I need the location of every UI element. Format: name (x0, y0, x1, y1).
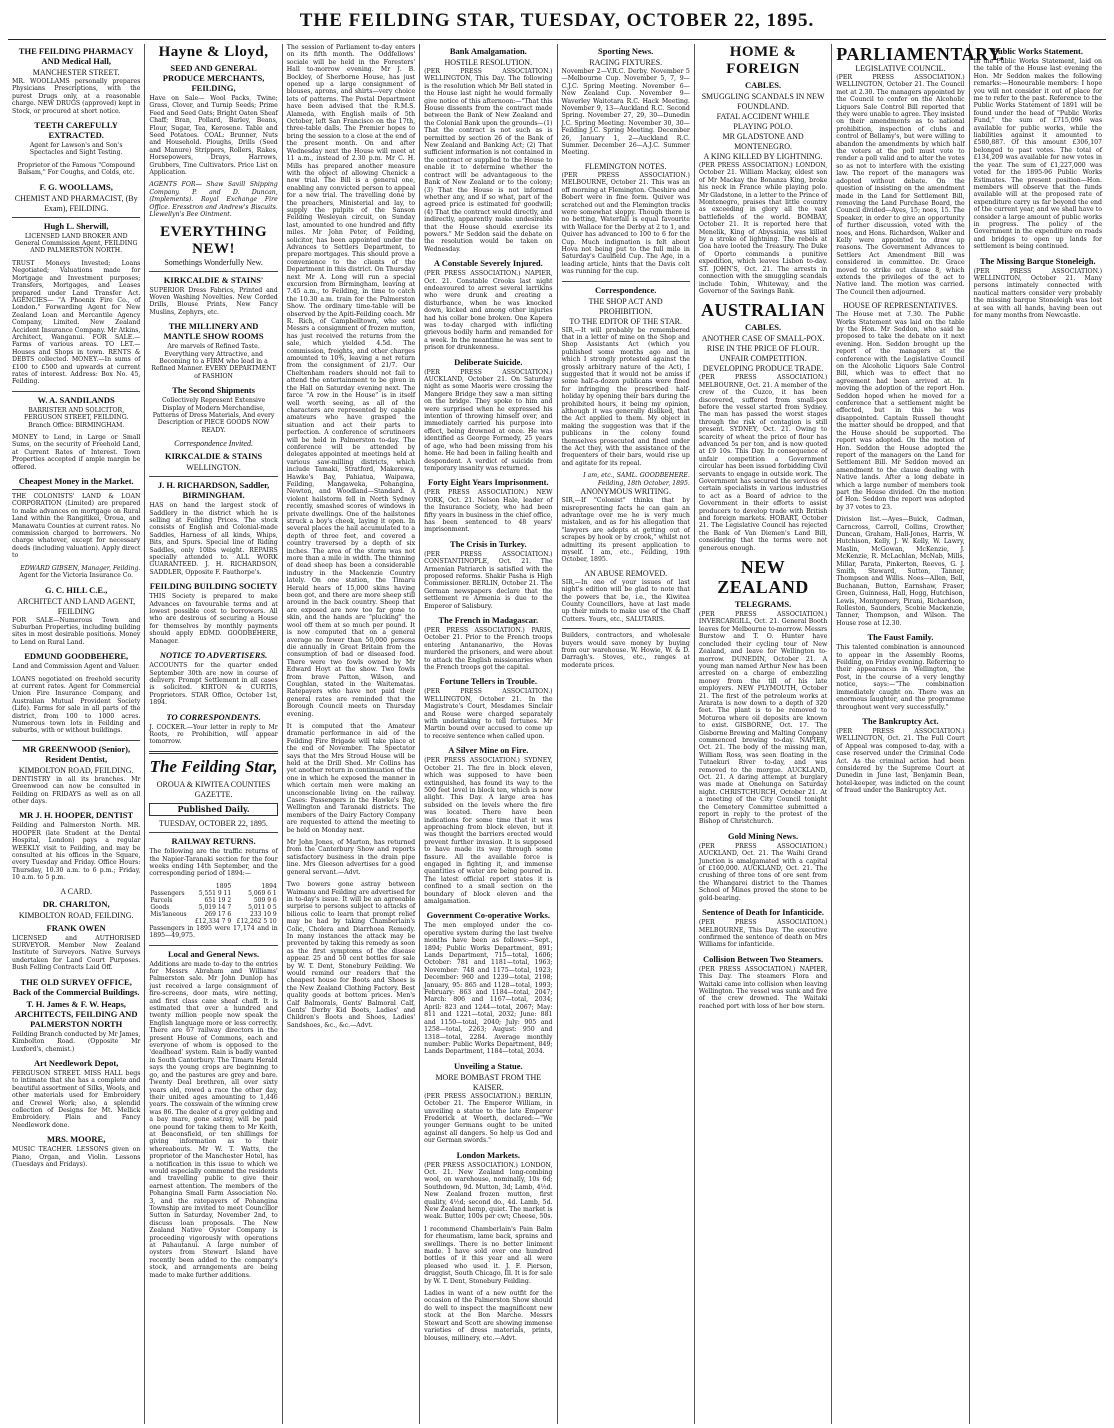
flemington-heading: FLEMINGTON NOTES. (584, 161, 667, 171)
anon-heading: ANONYMOUS WRITING. (580, 487, 671, 497)
house-heading: HOUSE OF REPRESENTATIVES. (843, 301, 958, 311)
coop-heading: Government Co-operative Works. (426, 910, 550, 921)
divider (149, 832, 277, 833)
everything-sub: Somethings Wonderfully New. (164, 257, 263, 267)
everything-new: EVERYTHING NEW! (160, 223, 268, 257)
table-cell: 5,551 9 11 (198, 889, 232, 897)
news-paragraphs: The session of Parliament to-day enters on its fifth month. The Oddfellows' sociale will be held in the Foresters' Hall to-morrow evening. Mr J. B. Bockley, of Sherborne House, has just opened up a large consignment of blouses, aprons, and shirts—very choice lots of patterns. The Postal Department have been advised that the R.M.S. Alameda, with English mails of 5th October, left San Francisco on the 17th, three-table dalls. The Premier hopes to bring the session to a close at the end of the present month. On and after Wednesday next the House will meet at 11 a.m., instead of 2.30 p.m. Mr C. H. Mills has prepared another measure with the object of allowing Chenick a new trial. The Bill is a general one, enabling any convicted person to appeal for a new trial. The travelling done by the preachers, Ministerial and lay, to supply the pulpits of the Sanson Feilding Wesleyan circuit, on Sunday last, amounted to one hundred and fifty miles. Mr John Peter, of Feilding, solicitor, has been appointed under the Advances to Settlers Department, to prepare mortgages. This should prove a convenience to the clients of the Department in this district. On Thursday next Mr A. Long will run a special excursion from Birmingham, leaving at 7.45 a.m., to Feilding, in time to catch the 10.30 a.m. train for the Palmerston Show. The ordinary time-table will be observed by the Apiti-Feilding coach. Mr R. Rich, of Campbelltown, who sent Messrs a consignment of frozen mutton, has just received the returns from the sale, which yielded 4.5d. The commission, freights, and other charges amounted to 10%, leaving a net return from the consignment of 21/7. Our Cheltenham readers should not fail to attend the entertainment to be given in the Hall on Saturday evening next. The farce "A row in the House" is in itself well worth seeing, as all of the characters are represented by capable amateurs who have grasped the situation and act their parts to perfection. A conference of scrutineers will be held in Palmerston to-day. The conference will be attended by delegates appointed at meetings held at various saw-milling districts, which include Tamaki, Stratford, Makerewa, Hawke's Bay, Pahiatua, Waipawa, Feilding, Mangaweka, Pohangina, Newton, and Woodland—Standard. A violent hailstorm fell in North Sydney recently, smashed scores of windows in private dwellings. One of the hailstones struck a boy's cheek, laying it open. In several places the hail accumulated to a depth of three feet, and covered a country traversed by a depth of six inches. The area of the storm was not more than a mile in width. The thinning of dead sheep has been a considerable industry in the Mackenzie Country lately. On one station, the Timaru Herald hears of 15,000 skins having been got, and there are more sheep still around in the back country. Sheep that are exposed are now too far gone to skin, and the hands are "plucking" the wool off them at so much per pound. It is now computed that on a general average no fewer than 50,000 persons die annually in Great Britain from the consumption of bad or diseased food. There were two fowls owned by Mr Edward Hoyt at the show. Two fowls from brave Patton, Wilson, and Coughlan, stated in the Waitematas. Ratepayers who have not paid their general rates are reminded that the Borough Council meets on Thursday evening. (286, 44, 416, 718)
heaps-body: Feilding Branch conducted by Mr James, Kimbolton Road. (Opposite Mr Luxford's, chemist.) (12, 1030, 141, 1053)
abuse-heading: AN ABUSE REMOVED. (584, 568, 668, 578)
madagascar-body: (PER PRESS ASSOCIATION.) PARIS, October 21. Prior to the French troops entering Antananarivo, the Hovas murdered the prisoners, and were about to attack the English missionaries when the French troops got the capital. (424, 627, 553, 672)
correspondents-body: J. COCKER.—Your letter in reply to Mr Roots, re Prohibition, will appear tomorrow. (149, 723, 278, 746)
column-4 (420, 44, 557, 1424)
charlton-name: DR. CHARLTON, (42, 898, 110, 909)
column-3 (283, 44, 420, 1424)
card-label: A CARD. (60, 886, 92, 896)
colonists-signature: EDWARD GIBSEN, Manager, Feilding. (20, 564, 141, 572)
goodbehere-sub: Land and Commission Agent and Valuer. (12, 663, 140, 671)
nz-heading: NEW ZEALAND (717, 557, 809, 598)
railway-heading: RAILWAY RETURNS. (171, 836, 256, 847)
bankruptcy-heading: The Bankruptcy Act. (862, 715, 939, 726)
hayne-sub: SEED AND GENERAL PRODUCE MERCHANTS, FEILDING, (162, 63, 265, 93)
goodbehere-name: EDMUND GOODBEHERE, (24, 651, 129, 662)
infanticide-body: (PER PRESS ASSOCIATION.) MELBOURNE, This Day. The executive confirmed the sentence of death on Mrs Williams for infanticide. (698, 919, 828, 949)
collision-body: (PER PRESS ASSOCIATION.) NAPIER, This Day. The steamers Flora and Waitaki came into collision when leaving Wellington. The vessel was sunk and five of the crew drowned. The Waitaki reached port with loss of her bow stern. (698, 965, 828, 1010)
stoneleigh-body: (PER PRESS ASSOCIATION.) WELLINGTON, October 21. Many persons intimately connected with nautical matters consider very probably the missing barque Stoneleigh was lost at sea with all hands, having been out for many months from Newcastle. (973, 267, 1102, 319)
divider (12, 489, 140, 490)
division-list: Division list.—Ayes—Buick, Cadman, Carncross, Carroll, Collins, Crowther, Duncan, Graham, Hall-Jones, Harris, W. Hutchison, Kelly, J. W. Kelly, W. Lawry, Maslin, McGowan, McKenzie, J. McKenzie, R. McLachlan, McNab, Mills, Millar, Parata, Pinkerton, Reeves, G. J. Smith, Steward, Sutton, Tanner, Thompson and Willis. Noes—Allen, Bell, Buchanan, Button, Earnshaw, Fraser, Green, Guinness, Hall, Hogg, Hutchison, Lewis, Montgomery, Pirani, Richardson, Rolleston, Saunders, Scobie Mackenzie, Tanner, Thompson, and Wilson. The House rose at 12.30. (836, 516, 965, 627)
divider (12, 217, 140, 218)
statue-body: (PER PRESS ASSOCIATION.) BERLIN, October 21. The Emperor William, in unveiling a statue to the late Emperor Frederick at Woerth, declared:—"We younger Germans ought to be united against all dangers. So help us God and our German swords." (424, 1092, 553, 1145)
railway-intro: The following are the traffic returns of the Napier-Taranaki section for the four weeks ending 14th September, and the corresponding period of 1894:— (149, 848, 278, 878)
heaps-name: T. H. James & F. W. Heaps, ARCHITECTS, FEILDING AND PALMERSTON NORTH (14, 998, 138, 1029)
australian-sub: CABLES. (744, 322, 782, 333)
divider (562, 281, 690, 282)
teeth-body: Agent for Lawson's and Son's Spectacles and Sight Testing. (29, 142, 123, 157)
table-cell: £12,334 7 9 (194, 917, 232, 925)
divider (149, 751, 277, 754)
sherwill-sub: LICENSED LAND BROKER AND General Commission Agent, FEILDING AND PALMERSTON NORTH. (14, 232, 138, 255)
suicide-heading: Deliberate Suicide. (454, 356, 523, 367)
hill-sub: ARCHITECT AND LAND AGENT, FEILDING (17, 596, 136, 616)
column-7 (832, 44, 1005, 1424)
table-cell: Parcels (150, 896, 173, 904)
flour-line: RISE IN THE PRICE OF FLOUR. (706, 344, 820, 354)
correspondence-body: SIR,—It will probably be remembered that in a letter of mine on the Shop and Shop Assistants Act (which you published some months ago and in which I strongly protested against the grossly arbitrary nature of the Act), I suggested that it would not be amiss if some half-a-dozen publicans were fined for infringing the prescribed half-holiday by opening their bars during the prohibited hours, it being my opinion, although it was generally disliked, that the Act applied to them. My object in making the suggestion was that if the publicans in the colony found themselves prosecuted and fined under the Act they, with the assistance of the frequenters of their bars, would rise up and agitate for its repeal. (561, 326, 690, 467)
turkey-body: (PER PRESS ASSOCIATION.) CONSTANTINOPLE, Oct. 21. The Armenian Patriarch is satisfied with the proposed reforms. Shakir Pasha is High Commissioner. BERLIN, October 21. The German newspapers declare that the settlement re Armenia is due to the Emperor of Salisbury. (424, 550, 553, 610)
bank-sub: HOSTILE RESOLUTION. (444, 58, 533, 67)
gladstone-line: MR GLADSTONE AND MONTENEGRO. (722, 132, 804, 151)
bank-body: (PER PRESS ASSOCIATION.) WELLINGTON, This Day. The following is the resolution which Mr Bell stated in the House last night he would formally give notice of this afternoon:—"That this House dissents from the contract made between the Bank of New Zealand and the Colonial Bank upon the grounds—(1) That the contract is not such as is permitted by section 26 of the Bank of New Zealand and Banking Act; (2) That sufficient information is not contained in the contract or supplied to the House to enable it to determine whether the contract will be advantageous to the Bank of New Zealand or to the colony; (3) That the House is not informed whether any, and if so what, part of the agreed price is estimated for goodwill; (4) That the contract would directly, and indirectly, apparently make undesirable that the House should exercise its powers." Mr Seddon said the debate on the resolution would be taken on Wednesday. (424, 68, 553, 253)
pain-balm-ad: I recommend Chamberlain's Pain Balm for rheumatism, lame back, sprains and swellings. There is no better liniment made. I have sold over one hundred bottles of it this year and all were pleased who used it. J. F. Pierson, druggist, South Chicago, Ill. It is for sale by W. T. Dent, Stonebury Feilding. (424, 1225, 553, 1285)
column-5 (558, 44, 695, 1424)
polo-line: FATAL ACCIDENT WHILE PLAYING POLO. (716, 112, 810, 131)
divider (562, 628, 690, 629)
greenwood-body: DENTISTRY in all its branches. Mr Greenwood can now be consulted in Feilding on FRIDAYS as well as on all other days. (12, 775, 141, 805)
greenwood-sub: KIMBOLTON ROAD, FEILDING. (18, 765, 134, 775)
divider (12, 740, 140, 741)
lightning-line: A KING KILLED BY LIGHTNING. (703, 152, 823, 161)
fbs-body: THIS Society is prepared to make Advances on favourable terms and at lowest possible cost to borrowers. All who are desirous of securing a House for themselves by monthly payments should apply EDMD. GOODBEHERE, Manager. (149, 593, 278, 645)
stoneleigh-heading: The Missing Barque Stoneleigh. (980, 255, 1096, 266)
local-heading: Local and General News. (167, 948, 260, 959)
correspondence-sub: THE SHOP ACT AND PROHIBITION. (588, 296, 663, 316)
nz-body: (PER PRESS ASSOCIATION.) INVERCARGILL, Oct. 21. General Booth leaves for Melbourne to-morrow. Messrs Burstow and T. O. Hunter have concluded their cycling tour of New Zealand, and leave for Wellington to-morrow. DUNEDIN, October 21. A young man named Arthur New has been arrested on a charge of embezzling money from the till of his late employers. NEW PLYMOUTH, October 21. The first of the petroleum works at Ararata is now down to a depth of 320 feet. The plant is to be removed to Moturoa where oil deposits are known to exist. GISBORNE, Oct. 17. The Gisborne Brewing and Malting Company commenced brewing to-day. NAPIER, Oct. 21. The body of the missing man, William Ross, was seen floating in the Tutaekuri River to-day, and was removed to the morgue. AUCKLAND, Oct. 21. A daring attempt at burglary was made at Onehunga on Saturday night. CHRISTCHURCH, October 21. At a meeting of the City Council tonight the Cemetery Committee submitted a report in reply to the protest of the Bishop of Christchurch. (698, 611, 828, 826)
table-cell: Mis'laneous (150, 910, 187, 918)
correspondents-heading: TO CORRESPONDENTS. (166, 711, 261, 722)
hooper-body: Feilding and Palmerston North. MR. HOOPER (late Student at the Dental Hospital, London) pays a regular WEEKLY visit to Feilding, and may be consulted at his offices in the Square, every Tuesday and Friday. Office Hours: Thursday, 10.30 a.m. to 6 p.m.; Friday, 10 a.m. to 5 p.m. (12, 822, 141, 882)
colonists-note: Agent for the Victoria Insurance Co. (19, 572, 134, 580)
fortune-heading: Fortune Tellers in Trouble. (439, 676, 537, 687)
public-works-body: In the Public Works Statement, laid on the table of the House last evening the Hon. Mr Seddon makes the following remarks:—Honourable members: I hope you will not consider it out of place for me to refer to the past. Reference to the Public Works Statement of 1891 will be found under the head of "Public Works Fund," the sum of £715,096 was available for public works, while the liabilities against it amounted to £580,887. Of this amount £306,107 belonged to past votes. The total of £134,209 was available for new votes in the year. The sum of £1,227,000 was voted for the 1895-96 Public Works Estimates. The present position—Hon. members will observe that the funds available will at the proposed rate of expenditure carry us far beyond the end of the current year, and we shall have to consider a large amount of public works in progress. The policy of the Government in the expenditure on roads and bridges to open up lands for settlement is being continued. (973, 58, 1102, 251)
paper-gazette: OROUA & KIWITEA COUNTIES GAZETTE. (156, 779, 271, 799)
hayne-agents: AGENTS FOR— Shaw Savill Shipping Company. P. and D. Duncan, (Implements). Royal Exchange Fire Office. Eresstron and Andrew's Biscuits. Llewellyn's Bee Ointment. (149, 181, 278, 219)
table-cell: Passengers (150, 889, 185, 897)
table-cell: 233 10 9 (250, 910, 277, 918)
railway-note: Passengers in 1895 were 17,174 and in 1895—49,975. (149, 924, 278, 940)
silver-body: (PER PRESS ASSOCIATION.) SYDNEY, October 21. The fire in block eleven, which was supposed to have been extinguished, has found its way to the 500 feet level in block ten, which is now alight. This Day. A large area has subsided on the levels where the fire was located. There have been indications for some time that it was approaching from block eleven, but it was thought the barriers erected would prevent further invasion. It is supposed to have made its way through some fissure. All the available force is engaged in fighting it, and immense quantities of water are being poured in. The latest official report states it is confined to a small section on the boundary of block eleven and the amalgamation. (424, 757, 553, 905)
bankruptcy-body: (PER PRESS ASSOCIATION.) WELLINGTON, Oct. 21. The Full Court of Appeal was composed to-day, with a case reserved under the Criminal Code Act. As the criminal action had been considered by the Supreme Court at Dunedin in June last, Benjamin Bean, hotel-keeper, was indicted on the count of fraud under the Bankruptcy Act. (836, 727, 965, 795)
nz-sub: TELEGRAMS. (734, 599, 792, 610)
owen-name: FRANK OWEN (46, 922, 106, 933)
correspondence-signature: I am, etc., SAML. GOODBEHERE. Feilding, 18th October, 1895. (583, 472, 690, 487)
sandilands-sub: BARRISTER AND SOLICITOR, FERGUSON STREET, FEILDING. Branch Office: BIRMINGHAM. (23, 406, 129, 429)
turkey-heading: The Crisis in Turkey. (450, 538, 527, 549)
to-editor: TO THE EDITOR OF THE STAR. (569, 316, 682, 326)
millinery-heading: THE MILLINERY AND MANTLE SHOW ROOMS (163, 321, 264, 342)
notice-body: ACCOUNTS for the quarter ended September 30th are now in course of delivery. Prompt Settlement in all cases is solicited. KIRTON & CURTIS, Proprietors. STAR Office, October 1st, 1894. (149, 662, 278, 707)
fortyeight-body: (PER PRESS ASSOCIATION.) NEW YORK, Oct. 21. Nelson Hale, leader of the Insurance Society, who had been fifty years in business in the chief office, has been sentenced to 48 years' imprisonment. (424, 489, 553, 534)
produce-line: DEVELOPING PRODUCE TRADE. (702, 364, 824, 374)
published-daily: Published Daily. (149, 803, 277, 816)
railway-table (149, 883, 277, 925)
table-cell: 5,011 0 5 (248, 903, 277, 911)
unfair-line: UNFAIR COMPETITION. (719, 354, 807, 364)
table-row (149, 890, 277, 897)
column-6 (695, 44, 832, 1424)
table-row (149, 883, 277, 890)
fortune-body: (PER PRESS ASSOCIATION.) WELLINGTON, October 21. In the Magistrate's Court, Mesdames Sinclair and Rouse were charged separately with undertaking to tell fortunes. Mr Martin bound over accused to come up to receive sentence when called upon. (424, 688, 553, 740)
sporting-sub: RACING FIXTURES. (589, 58, 663, 67)
madagascar-heading: The French in Madagascar. (438, 615, 539, 625)
woollams-sub: CHEMIST AND PHARMACIST, (By Exam), FEILDING. (14, 193, 138, 213)
column-8 (970, 44, 1106, 1424)
table-cell: £12,262 5 10 (236, 917, 277, 925)
infanticide-heading: Sentence of Death for Infanticide. (702, 907, 825, 918)
colonists-text: THE COLONISTS' LAND & LOAN CORPORATION (Limited) are prepared to make advances on mortgage on Rural Land within the Rangitikei, Oroua, and Manawatu Counties at current rates. No commission charged to borrowers. No charge whatever, except for necessary deeds (including valuation). Apply direct to (12, 493, 141, 560)
parliamentary-heading: PARLIAMENTARY. (836, 44, 1005, 64)
table-row (149, 904, 277, 911)
moore-name: MRS. MOORE, (47, 1134, 106, 1145)
divider (12, 391, 140, 392)
correspondence-invited: Correspondence Invited. (174, 439, 253, 449)
money-text: MONEY to Lend, in Large or Small Sums, on the security of Freehold Land, at Current Rates of Interest. Town Properties accepted if ample margin be offered. (12, 434, 141, 471)
woollams-name: F. G. WOOLLAMS, (39, 181, 113, 192)
table-cell: Goods (150, 903, 170, 911)
markets-body: (PER PRESS ASSOCIATION.) LONDON, Oct. 21. New Zealand long-combing wool, on warehouse, nominally, 10s 6d; Southdown, 9d. Mutton, 3d; Lamb, 4½d. New Zealand frozen mutton, first quality, 4½d; second do., 4d. Lamb, 5d. New Zealand hemp, quiet. The market is weak. Butter, 100s per cwt; Cheese, 50s. (424, 1161, 553, 1221)
masthead: THE FEILDING STAR, TUESDAY, OCTOBER 22, 1895. (8, 6, 1106, 40)
survey-office: THE OLD SURVEY OFFICE, Back of the Commercial Buildings. (12, 976, 140, 997)
sandilands-name: W. A. SANDILANDS (37, 394, 115, 405)
table-cell: 509 9 6 (253, 896, 277, 904)
owen-body: LICENSED and AUTHORISED SURVEYOR. Member New Zealand Institute of Surveyors. Native Surveys undertaken for Land Court Purposes. Bush Felling Contracts Laid Off. (12, 934, 141, 972)
home-foreign-body: (PER PRESS ASSOCIATION.) LONDON, October 21. William Mackay, eldest son of Mr Mackay the Bonanza King, broke his neck in France while playing polo. Mr Gladstone, in a letter to the Prince of Montenegro, praises that little country as exceeding in glory all the vast battlefields of the world. BOMBAY, October 21. It is reported here that Menelik, King of Abyssinia, was killed by a stroke of lightning. The rebels at Goa have looted the Treasury. The Duke of Oporto commands a punitive expedition, which leaves Lisbon to-day. ST. JOHN'S, Oct. 21. The arrests in connection with the smuggling scandals include Tobin, Whiteway, and the Governor of the Savings Bank. (698, 162, 828, 295)
divider (149, 476, 277, 477)
coop-body: The men employed under the co-operative system during the last twelve months have been as follows:—Sept., 1894; Public Works Department, 891; Lands Department, 715—total, 1606; October: 781 and 1181—total, 1963; November: 748 and 1175—total, 1923; December: 960 and 1239—total, 2198; January, 95: 865 and 1128—total, 1993; February: 863 and 1184—total, 2047; March: 806 and 1167—total, 2034; April: 823 and 1244—total, 2067; May: 811 and 1221—total, 2032; June: 881 and 1150—total, 2040; July: 905 and 1258—total, 2263; August: 950 and 1318—total, 2284. Average monthly number: Public Works Department, 849; Lands Department, 1184—total, 2034. (424, 922, 553, 1056)
smuggling-line: SMUGGLING SCANDALS IN NEW FOUNDLAND. (701, 92, 825, 111)
bank-heading: Bank Amalgamation. (449, 46, 527, 56)
issue-dateline: TUESDAY, OCTOBER 22, 1895. (159, 819, 268, 829)
anon-body: SIR,—If "Colonist" thinks that by misrepresenting facts he can gain an advantage over me he is very much mistaken, and as for his allegation that "lawyers are adepts at getting out of scrapes by hook or by crook," whilst not admitting its present application to myself. I am, etc., Feilding, 19th October, 1895. (561, 497, 690, 564)
moore-body: MUSIC TEACHER. LESSONS given on Piano, Organ, and Violin. Lessons (Tuesdays and Fridays). (12, 1146, 141, 1168)
home-foreign-heading: HOME & FOREIGN (726, 44, 800, 77)
hooper-name: MR J. H. HOOPER, DENTIST (19, 810, 134, 821)
hayne-body: Have on Sale— Wool Packs, Twine; Grass, Clover, and Turnip Seeds; Prime Feed and Seed Oats; Bright Oaten Sheaf Chaff; Bran, Pollard, Barley, Beans, Flour, Sugar, Tea, Kerosene. Table and Seed Potatoes. COAL: Brunner, Nuts and Household. Ploughs, Drills (Seed and Manure) Strippers, Rollers, Rakes, Horsepowers, Drays, Harrows, Grubbers, Tine Cultivators. Price List on Application. (149, 95, 278, 177)
column-1 (8, 44, 145, 1424)
gold-body: (PER PRESS ASSOCIATION.) AUCKLAND, Oct. 21. The Waihi Grand Junction is amalgamated with a capital of £160,000. AUCKLAND, Oct. 21. The crushing of three tons of ore sent from the Whangarei district to the Thames School of Mines proved the stone to be gold-bearing. (698, 842, 828, 902)
hayne-name: Hayne & Lloyd, (158, 44, 269, 60)
sherwill-body: TRUST Moneys Invested; Loans Negotiated; Valuations made for Mortgage and Investment purposes; Transfers, Mortgages, and Leases prepared under Land Transfer Act. AGENCIES— "A Phoenix Fire Co., of London." Forwarding Agent for New Zealand Loan and Mercantile Agency Company, Limited. New Zealand Accident Insurance Company. Mr Atkins, Architect, Wanganui. FOR SALE.—Farms of various areas. TO LET.—Houses and Shops in town. RENTS & DEBTS collected. MONEY.—In sums of £100 to £500 and upwards at current rates of interest. Address: Box No. 45, Feilding. (12, 259, 141, 386)
faust-body: This talented combination is announced to appear in the Assembly Rooms, Feilding, on Friday evening. Referring to their appearances in Wellington, the Post, in the course of a very lengthy notice, says:—"The combination immediately caught on. There was an enormous laughter, and the programme throughout went very successfully." (836, 644, 965, 711)
legislative-council-heading: LEGISLATIVE COUNCIL. (855, 64, 946, 73)
table-cell: 5,069 6 1 (248, 889, 277, 897)
racing-fixtures: November 2—V.R.C. Derby. November 5—Melbourne Cup. November 5, 7, 9—C.J.C. Spring Meeting. November 6—New Zealand Cup. November 9—Waverley Waitotara R.C. Hack Meeting. November 9, 13—Auckland R.C. Second Spring. November 27, 29, 30—Dunedin J.C. Spring Meeting. November 30, 30—Feilding J.C. Spring Meeting. December 26, January 1, 2—Auckland R.C. Summer. December 26—A.J.C. Summer Meeting. (561, 68, 690, 157)
hill-name: G. C. HILL C.E., (45, 584, 108, 595)
pharmacy-title: THE FEILDING PHARMACY AND Medical Hall, (18, 46, 134, 66)
constable-heading: A Constable Severely Injured. (433, 258, 543, 269)
column-2 (145, 44, 282, 1424)
kirkcaldie-body: SUPERIOR Dress Fabrics, Printed and Woven Washing Novelties. New Corded Drills, Blouse Prints, New Fancy Muslins, Zephyrs, etc. (149, 286, 278, 316)
table-cell (149, 883, 190, 890)
table-row (149, 897, 277, 904)
millinery-body: Are marvels of Refined Taste. Everything very Attractive, and Becoming to a FIRM who lead in a Refined Manner. EVERY DEPARTMENT of FASHION (151, 343, 276, 380)
correspondence-heading: Correspondence. (594, 284, 657, 295)
needlework-name: Art Needlework Depot, (34, 1057, 119, 1068)
home-foreign-sub: CABLES. (744, 80, 782, 90)
silver-heading: A Silver Mine on Fire. (448, 745, 529, 756)
collision-heading: Collision Between Two Steamers. (703, 953, 824, 964)
notice-heading: NOTICE TO ADVERTISERS. (159, 650, 268, 661)
australian-heading: AUSTRALIAN (701, 300, 826, 321)
charlton-sub: KIMBOLTON ROAD, FEILDING. (18, 910, 134, 920)
suicide-body: (PER PRESS ASSOCIATION.) AUCKLAND, October 21. On Saturday night as some Maoris were crossing the Mangere Bridge they saw a man sitting on the bridge. They spoke to him and were surprised when he expressed his intention of throwing himself over, and immediately carried his purpose into effect, being drowned at once. He was identified as George Formedy, 25 years of age, who had been missing from his home. He had been in failing health and despondent. A verdict of suicide from temporary insanity was returned. (424, 368, 553, 472)
table-cell: 269 17 6 (204, 910, 232, 918)
kirkcaldie-name: KIRKCALDIE & STAINS' (163, 274, 264, 285)
abuse-body: SIR,—In one of your issues of last night's edition will be glad to note that the powers that be, i.e., the Kiwitea County Councillors, have at last made up their minds to make use of the Chaff Cutters. Yours, etc., SALUTARIS. (561, 578, 690, 623)
news-paragraphs-4: Two bowers gone astray between Waimanu and Feilding are advertised for in to-day's issue. It will be an agreeable surprise to persons subject to attacks of bilious colic to learn that prompt relief may be had by taking Chamberlain's Colic, Cholera and Diarrhoea Remedy. In many instances the attack may be prevented by taking this remedy as soon as the first symptoms of the disease appear. 25 and 50 cent bottles for sale by W. T. Dent, Stonebury Feilding. We would remind our readers that the cheapest house for Boots and Shoes is the New Zealand Clothing Factory. Best quality goods at bottom prices. Men's Calf Balmorals, Gents' Balmoral Calf, Gents' Derby Kid Boots, Ladies' and Children's Boots and Shoes, Ladies' Sandshoes, &c., &c.—Advt. (286, 881, 416, 1029)
pharmacy-body: MR. WOOLLAMS personally prepares Physicians Prescriptions, with the purest Drugs only, at a reasonable charge. NEW DRUGS (approved) kept in Stock, or procured at short notice. (12, 78, 141, 115)
news-paragraphs-2: It is computed that the Amateur dramatic performance in aid of the Feilding Fire Brigade will take place at the end of November. The Spectator says that the Mrs Stroud House will be held at the Drill Shed. Mr Collins has yet another return in continuation of the one in which he exposed the manner in which certain men were making an unconscionable living on the railway. Cases: Passengers in the Hawke's Bay, Wellington and Taranaki districts. The members of the Dairy Factory Company are requested to attend the meeting to be held on Monday next. (286, 722, 416, 834)
goodbehere-body: LOANS negotiated on freehold security at current rates. Agent for Commercial Union Fire Insurance Company, and Australian Mutual Provident Society (Life). Farms for sale in all parts of the district, from 100 to 1000 acres. Numerous town lots in Feilding and suburbs, with or without buildings. (12, 675, 141, 735)
divider (149, 945, 277, 946)
second-heading: The Second Shipments (172, 385, 255, 396)
needlework-body: FERGUSON STREET. MISS HALL begs to intimate that she has a complete and beautiful assortment of Silks, Wools, and other materials used for Embroidery and Crewel Work; also, a splendid collection of Designs for Mt. Mellick Embroidery. Plain and Fancy Needlework done. (12, 1069, 141, 1129)
second-body: Collectively Represent Extensive Display of Modern Merchandise, Patterns of Dress Materials, And every Description of PIECE GOODS NOW READY. (152, 397, 275, 434)
gold-heading: Gold Mining News. (727, 830, 799, 841)
greenwood-name: MR GREENWOOD (Senior), Resident Dentist, (22, 743, 131, 764)
teeth-heading: TEETH CAREFULLY EXTRACTED. (34, 120, 118, 141)
money-slogan: Cheapest Money in the Market. (18, 476, 134, 487)
sherwill-name: Hugh L. Sherwill, (43, 220, 109, 231)
richardson-body: HAS on hand the largest stock of Saddlery in the district which he is selling at Feilding Prices. The stock consists of English and Colonial-made Saddles, Harness of all kinds, Whips, Bits, and Spurs. Special line of Riding Saddles, only 10lbs weight. REPAIRS specially attended to. ALL WORK GUARANTEED. J. H. RICHARDSON, SADDLER, Opposite F. Fauthorpe's. (149, 502, 278, 576)
table-cell (149, 918, 190, 925)
news-paragraphs-3: Mr John Jones, of Marton, has returned from the Canterbury Show and reports satisfactory business in the drain pipe line. Mrs Gleeson advertises for a good general servant.—Advt. (286, 839, 416, 876)
house-body: The House met at 7.30. The Public Works Statement was laid on the table by the Hon. Mr Seddon, who said he proposed to take the debate on it next evening. Hon. Seddon brought up the report of the managers at the conference with the Legislative Council on the Alcoholic Liquors Sale Control Bill, which was to effect that no agreement had been arrived at. In moving the adoption of the report Hon. Seddon hoped when he moved for a conference that a settlement might be effected, but in this he was disappointed. Captain Russell thought the matter should be dropped, and that the House should be supported. The report was adopted. On the motion of Hon. Seddon the House adopted the report of the managers on the Land for Settlement Bill. Mr Seddon moved an amendment to the clause dealing with Native lands. After a long debate in which a large number of members took part the House divided. On the motion of Hon. Seddon the report was adopted by 37 votes to 23. (836, 311, 965, 511)
table-row (149, 911, 277, 918)
sporting-heading: Sporting News. (598, 46, 654, 56)
kirkcaldie-wellington: KIRKCALDIE & STAINS (164, 451, 263, 462)
table-row (149, 918, 277, 925)
fortyeight-heading: Forty Eight Years Imprisonment. (428, 477, 549, 488)
fbs-heading: FEILDING BUILDING SOCIETY (149, 581, 278, 592)
local-body: Additions are made to-day to the entries for Messrs Abraham and Williams' Palmerston sale. Mr John Dunlop has just received a large consignment of fire-screens, door mats, wire netting, and first class cane sheaf chaff. It is estimated that over a hundred and twenty million people now speak the English language more or less correctly. There are 67 railway directors in the present House of Commons, each and everyone of whom is opposed to the 'deadhead' system. Rain is badly wanted in South Canterbury. The Timaru Herald says the young crops are beginning to go, and the pastures are grey and bare. Twenty Deal brethren, all over sixty years old, rowed a race the other day, their united ages amounting to 1,446 years. The coxswain of the winning crew was 86. The dealer of a grey gelding and a bay mare, gone astray, will be paid one pound for taking them to Mr Keith, at Beaconsfield, or ten shillings for giving information as to their whereabouts. Mr W. T. Watts, the proprietor of the Manchester Hotel, has a notification in this issue to which we would especially commend the residents and travelling public to give their earnest attention. The members of the Pohangina Small Farm Association No. 3, and the ratepayers of Pohangina Township are invited to meet Councillor Sutton in Saturday, November 2nd, to discuss loan proposals. The New Zealand Native Oyster Company is proceeding vigorously with operations at Pahautanui. A large number of oysters from Stewart Island have recently been added to the company's stock, and arrangements are being made to make further additions. (149, 960, 278, 1279)
markets-heading: London Markets. (456, 1149, 520, 1160)
table-cell: 651 19 2 (204, 896, 232, 904)
pharmacy-street: MANCHESTER STREET. (32, 68, 120, 77)
proprietor-text: Proprietor of the Famous "Compound Balsam," For Coughs, and Colds, etc. (17, 161, 136, 177)
kirkcaldie-city: WELLINGTON. (186, 463, 241, 473)
statue-heading: Unveiling a Statue. (453, 1060, 523, 1071)
flemington-body: (PER PRESS ASSOCIATION.) MELBOURNE, October 21. This was an off morning at Flemington. Cheshire and Bobert were in fine form. Quiver was scratched out and the Flemington tracks were somewhat sloppy. Though there is no betting, Waterfall is equal favourite with Wallace for the Derby at 2 to 1, and Quiver has advanced to 100 to 6 for the Cup. Much indignation is felt about Hova not being put to the full mile in Saturday's Caulfield Cup. The Age, in a leading article, hints that the Davis colt was running for the cup. (561, 171, 690, 276)
smallpox-line: ANOTHER CASE OF SMALL-POX. (701, 334, 825, 344)
constable-body: (PER PRESS ASSOCIATION.) NAPIER, Oct. 21. Constable Crooks last night endeavoured to arrest several larrikins who were drunk and creating a disturbance, when he was knocked down, kicked and among other injuries had his collar bone broken. One Kapera was to-day charged with inflicting grievous bodily harm and remanded for a week. In the meantime he was sent to prison for drunkenness. (424, 270, 553, 352)
columns (8, 44, 1106, 1424)
table-cell: 1894 (261, 882, 277, 890)
paper-nameplate: The Feilding Star, (149, 756, 278, 776)
ladies-ad: Ladies in want of a new outfit for the occasion of the Palmerston Show should do well to inspect the magnificent new stock at the Bon Marche. Messrs Stewart and Scott are showing immense varieties of dress materials, prints, blouses, millinery, etc.—Advt. (424, 1290, 553, 1342)
table-cell: 1895 (215, 882, 232, 890)
builders-ad: Builders, contractors, and wholesale buyers would save money by buying from our warehouse. W. Howie, W. & D. Darragh's. Stoves, etc., ranges at moderate prices. (561, 632, 690, 669)
faust-heading: The Faust Family. (867, 632, 934, 643)
richardson-name: J. H. RICHARDSON, Saddler, BIRMINGHAM. (157, 480, 270, 501)
statue-sub: MORE BOMBAST FROM THE KAISER. (435, 1072, 542, 1092)
legislative-council-body: (PER PRESS ASSOCIATION.) WELLINGTON, October 21. The Council met at 2.30. The managers appointed by the Council to confer on the Alcoholic Liquors Sale Control Bill reported that they were unable to agree. They insisted on their amendments as to national prohibition, inspection of clubs and control of Bellamy's, but were willing to abandon the amendments by which half the voters at the poll must vote to render a poll valid and to alter the votes so as not to interfere with the existing law. The report of the managers was adopted without debate. On the question of insisting on the amendment made in the Land for Settlement Bill, removing the Land Purchase Board, the Council divided—Ayes, 15; noes, 15. The Speaker, in order to give an opportunity of further discussion, voted with the noes, and Hons. Richardson, Walker and Kelly were appointed to draw up reasons. The Government Advances to Settlers Act Amendment Bill was considered in committee. Dr. Grace moved to strike out clause 8, which extends the privileges of the act to Native land. The motion was carried. The Council then adjourned. (836, 74, 965, 296)
table-cell: 5,019 14 7 (198, 903, 232, 911)
divider (149, 271, 277, 272)
public-works-heading: Public Works Statement. (992, 46, 1083, 56)
australian-body: (PER PRESS ASSOCIATION.) MELBOURNE, Oct. 21. A member of the crew of the Cuzco, it has been discovered, suffered from small-pox before the vessel started from Sydney. The man has passed the worst stages through the risk of contagion is still present. SYDNEY, Oct. 21. Owing to scarcity of wheat the price of flour has advanced 5s per ton, and is now quoted at £9 10s. This Day. In consequence of unfair competition a Government circular has been issued forbidding Civil servants to engage in outside work. The Government has secured the services of certain specialists in various industries to act as a Board of advice to the Government in their efforts to assist producers to develop trade with British and foreign markets. HOBART, October 21. The Legislative Council has rejected the Bank of Van Diemen's Land Bill, considering that the terms were not generous enough. (698, 374, 828, 552)
hill-body: FOR SALE—Numerous Town and Suburban Properties, including building sites in most desirable positions. Money to Lend on Rural Land. (12, 616, 141, 646)
